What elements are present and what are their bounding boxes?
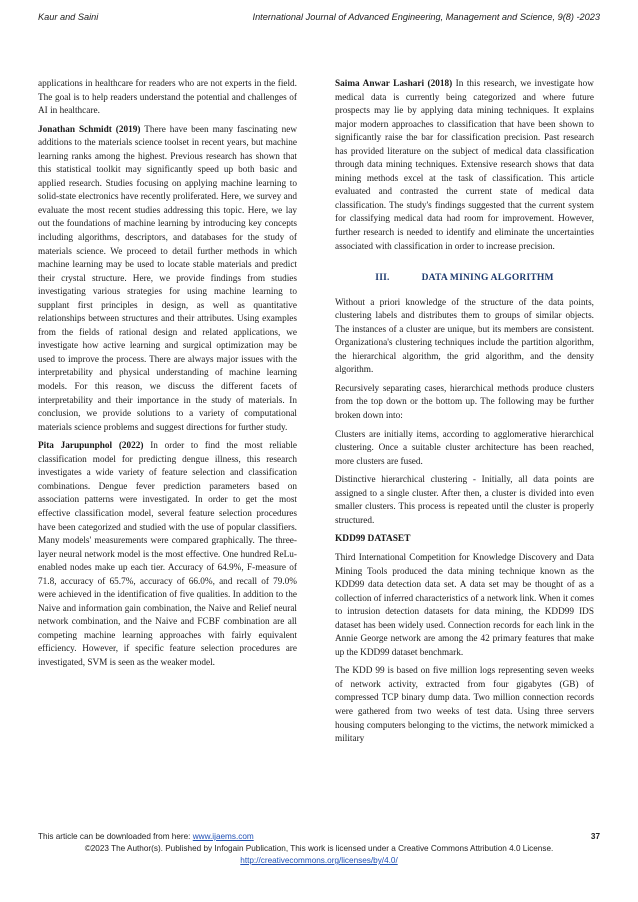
citation-lead: Saima Anwar Lashari (2018) xyxy=(335,79,453,89)
download-note xyxy=(38,832,254,841)
license-line xyxy=(38,856,600,865)
paragraph-body: In order to find the most reliable classification model for predicting dengue illness, this research investigates a wide variety of feature selection and classification combinations. Dengue fever prediction parameters based on association patterns were investigated. In order to get the most effective classification model, several feature selection procedures have been categorized and studied with the use of popular classifiers. Many models' measurements were compared graphically. The three-layer neural network model is the most effective. One hundred ReLu-enabled nodes make up each tier. Accuracy of 64.9%, F-measure of 71.8, accuracy of 65.7%, accuracy of 66.0%, and recall of 79.0% were achieved in the identification of five qualities. In addition to the Naive and information gain combination, the Naive and Relief neural network combination, and the Naive and FCBF combination are all competing machine learning approaches with fairly equivalent efficiency. However, if specific feature selection procedures are investigated, SVM is seen as the weaker model. xyxy=(38,441,297,668)
citation-lead: Pita Jarupunphol (2022) xyxy=(38,441,144,452)
download-prefix: This article can be downloaded from here: xyxy=(38,832,193,841)
citation-lead: Jonathan Schmidt (2019) xyxy=(38,124,141,135)
running-header xyxy=(38,12,600,26)
journal-link[interactable]: www.ijaems.com xyxy=(192,832,254,841)
paragraph: Clusters are initially items, according to agglomerative hierarchical clustering. Once a suitable cluster architecture has been reached, more clusters are fused. xyxy=(335,429,594,467)
section-heading xyxy=(335,272,594,286)
left-column xyxy=(38,78,297,676)
paragraph-jarupunphol xyxy=(38,440,297,670)
page-number: 37 xyxy=(590,832,600,841)
paragraph: Without a priori knowledge of the structure of the data points, clustering labels and distributes them to groups of similar objects. The instances of a cluster are unique, but its members are consistent. Organizationa's clustering techniques include the partition algorithm, the hierarchical algorithm, the grid algorithm, and the density algorithm. xyxy=(335,297,594,376)
right-column xyxy=(335,78,594,752)
paragraph: Recursively separating cases, hierarchical methods produce clusters from the top down or the bottom up. The following may be further broken down into: xyxy=(335,383,594,422)
paragraph: Distinctive hierarchical clustering - Initially, all data points are assigned to a single cluster. After then, a cluster is divided into even smaller clusters. This process is repeated until the cluster is properly structured. xyxy=(335,475,594,526)
paragraph-lashari xyxy=(335,78,594,254)
paragraph-body: There have been many fascinating new additions to the materials science toolset in recent years, but machine learning ranks among the highest. Previous research has shown that this statistical toolkit may significantly speed up both basic and applied research. Studies focusing on applying machine learning to solid-state electronics have recently proliferated. Here, we survey and evaluate the most recent studies addressing this topic. Here, we lay out the foundations of machine learning by introducing key concepts including algorithms, descriptors, and databases for the study of materials science. We proceed to detail further methods in which machine learning may be used to locate stable materials and predict their crystal structure. Here, we provide findings from studies investigating various strategies for using machine learning to supplant first principles in design, as well as quantitative relationships between structures and their attributes. Using examples from the fields of rational design and related applications, we investigate how active learning and surgical optimization may be used to improve the process. There are always major issues with the interpretability and physical understanding of machine learning models. For this reason, we discuss the different facets of interpretability and their importance in the study of materials. In conclusion, we provide solutions to a variety of computational materials science problems and suggest directions for further study. xyxy=(38,124,297,433)
paragraph-body: In this research, we investigate how medical data is currently being categorized and where future prospects may lie by applying data mining techniques. It explains major modern approaches to classification that have been shown to significantly raise the bar for classification precision. Past research has provided literature on the subject of medical data classification through data mining techniques. Extensive research shows that data mining methods excel at the task of classification. This article evaluated and contrasted the current state of medical data classification. The study's findings suggested that the current system for classifying medical data had room for improvement. However, further research is needed to identify and eliminate the uncertainties associated with classification in order to increase precision. xyxy=(335,79,594,252)
header-authors: Kaur and Saini xyxy=(38,12,99,22)
subheading: KDD99 DATASET xyxy=(335,534,411,545)
section-title: DATA MINING ALGORITHM xyxy=(421,273,554,284)
header-journal: International Journal of Advanced Engineering, Management and Science, 9(8) -2023 xyxy=(252,12,600,22)
paragraph-schmidt xyxy=(38,124,297,436)
license-link[interactable]: http://creativecommons.org/licenses/by/4.0/ xyxy=(240,856,398,865)
paragraph: Third International Competition for Knowledge Discovery and Data Mining Tools produced the data mining technique known as the KDD99 data detection data set. A data set may be thought of as a collection of inferred characteristics of a network link. When it comes to intrusion detection datasets for data mining, the KDD99 IDS dataset has been widely used. Connection records for each link in the Annie George network are among the 42 primary features that make up the KDD99 dataset benchmark. xyxy=(335,552,594,658)
paragraph: applications in healthcare for readers who are not experts in the field. The goal is to help readers understand the potential and challenges of AI in healthcare. xyxy=(38,79,297,117)
section-number: III. xyxy=(375,273,390,284)
copyright-notice: ©2023 The Author(s). Published by Infogain Publication, This work is licensed under a Creative Commons Attribution 4.0 License. xyxy=(84,844,554,853)
paragraph: The KDD 99 is based on five million logs representing seven weeks of network activity, extracted from four gigabytes (GB) of compressed TCP binary dump data. Two million connection records were gathered from two weeks of test data. Using three servers housing computers belonging to the victims, the network mimicked a military xyxy=(335,666,594,745)
